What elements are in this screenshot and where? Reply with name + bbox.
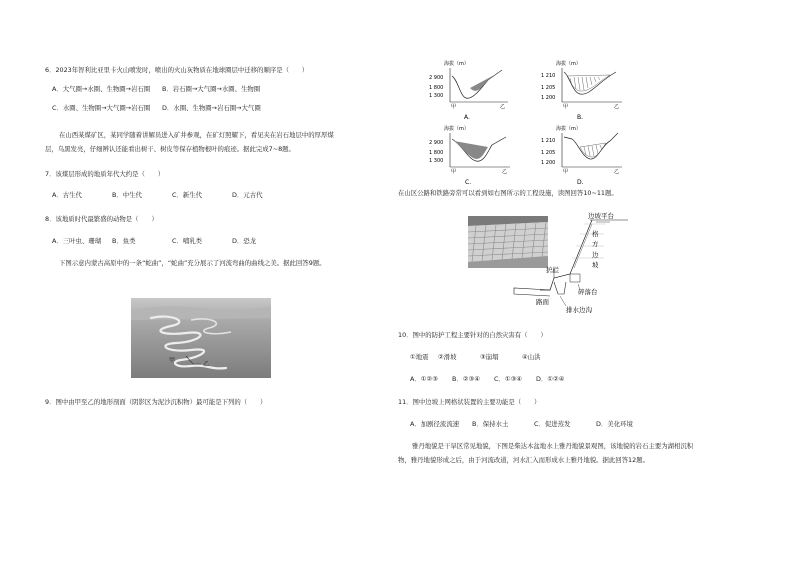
question-11-options — [410, 420, 633, 428]
profile-d-tick-1: 1 210 — [541, 138, 556, 144]
q10-item-2: ②滑坡 — [438, 353, 457, 361]
q11-option-a[interactable]: A．加剧径流流速 — [410, 420, 460, 428]
profile-c-tick-3: 1 300 — [429, 158, 444, 164]
q8-option-a[interactable]: A．三叶虫、珊瑚 — [52, 237, 102, 245]
profile-d-x-start: 甲 — [563, 169, 569, 175]
q10-item-3: ③崩塌 — [480, 353, 499, 361]
q11-option-d[interactable]: D．美化环境 — [596, 420, 633, 428]
intro-7-8: 在山西某煤矿区，某同学随着讲解员进入矿井参观，在矿灯照耀下，看见夹在岩石地层中的厚厚煤层，乌黑发亮，仔细辨认还能看出树干、树皮等保存植物根叶的痕迹。据此完成7~8题。 — [45, 131, 334, 153]
profile-d-tick-2: 1 205 — [541, 150, 556, 156]
diagram-label-mid-1: 格 — [592, 230, 599, 238]
profile-d-letter: D. — [577, 179, 584, 185]
question-6-options-row2 — [52, 104, 261, 112]
profile-b-letter: B. — [577, 114, 584, 120]
q6-option-a[interactable]: A．大气圈→水圈、生物圈→岩石圈 — [52, 85, 151, 93]
intro-10-11: 在山区公路和铁路旁常可以看到如右图所示的工程设施，读图回答10~11题。 — [398, 189, 618, 197]
diagram-label-protect: 护栏 — [546, 266, 559, 274]
profile-a-letter: A. — [464, 114, 470, 120]
question-9-stem: 9．图中由甲至乙的地形剖面（阴影区为泥沙沉积物）最可能是下列的（ ） — [45, 398, 267, 406]
profile-a-x-start: 甲 — [451, 104, 457, 110]
q11-option-b[interactable]: B．保持水土 — [472, 420, 509, 428]
profile-b-x-end: 乙 — [614, 104, 620, 110]
question-10-items — [410, 353, 541, 361]
photo-label-jia: 甲 — [169, 357, 176, 364]
profile-b-tick-3: 1 200 — [541, 95, 556, 101]
q7-option-c[interactable]: C．新生代 — [172, 191, 203, 199]
profile-a-axis-label: 海拔（m） — [444, 61, 469, 67]
question-6-options-row1 — [52, 85, 260, 93]
profile-c[interactable] — [428, 123, 510, 185]
q10-option-b[interactable]: B．②③④ — [452, 375, 480, 383]
q6-option-b[interactable]: B．岩石圈→大气圈→水圈、生物圈 — [162, 85, 261, 93]
diagram-label-road: 路面 — [536, 298, 549, 306]
photo-label-yi: 乙 — [203, 361, 210, 368]
profile-a[interactable] — [428, 58, 508, 120]
intro-12: 雅丹地貌是干旱区常见地貌，下图是柴达木盆地水上雅丹地貌景观图，该地貌的岩石主要为湖相沉积物，雅丹地貌形成之后，由于河流改道，河水汇入而形成水上雅丹地貌。据此回答12题。 — [398, 442, 694, 464]
profile-d-x-end: 乙 — [614, 169, 620, 175]
profile-a-tick-3: 1 300 — [429, 93, 444, 99]
diagram-label-mid-4: 坡 — [592, 261, 599, 269]
q10-item-4: ④山洪 — [522, 353, 541, 361]
q10-option-c[interactable]: C．①③④ — [494, 375, 523, 383]
profile-c-x-end: 乙 — [502, 169, 508, 175]
q7-option-d[interactable]: D．元古代 — [232, 191, 263, 199]
question-10-options — [410, 375, 565, 383]
question-8-stem: 8．该地质时代最繁盛的动物是（ ） — [45, 215, 158, 223]
intro-9: 下图示意内蒙古高原中的一条“蛇曲”，“蛇曲”充分展示了河流弯曲的曲线之美。据此回答9题。 — [59, 259, 326, 267]
slope-diagram — [510, 210, 640, 322]
profile-c-tick-1: 2 900 — [429, 140, 444, 146]
diagram-label-drain: 排水边沟 — [566, 306, 592, 314]
q10-item-1: ①地震 — [410, 353, 429, 361]
q8-option-c[interactable]: C．哺乳类 — [172, 237, 203, 245]
diagram-label-mid-3: 边 — [592, 251, 599, 259]
question-7-options — [52, 191, 262, 199]
question-6-stem: 6．2023年智利比亚里卡火山喷发时，喷出的火山灰物质在地球圈层中迁移的顺序是（ ） — [45, 66, 309, 74]
profile-a-tick-2: 1 800 — [429, 85, 444, 91]
profile-c-axis-label: 海拔（m） — [444, 126, 469, 132]
question-10-stem: 10．图中的防护工程主要针对的自然灾害有（ ） — [398, 331, 547, 339]
meander-photo — [131, 298, 271, 378]
profile-a-x-end: 乙 — [500, 104, 506, 110]
diagram-label-mid-2: 方 — [592, 240, 599, 248]
profile-c-x-start: 甲 — [451, 169, 457, 175]
profile-c-letter: C. — [465, 179, 472, 185]
question-11-stem: 11．图中边坡上网格状装置的主要功能是（ ） — [398, 398, 541, 406]
profile-d-tick-3: 1 200 — [541, 160, 556, 166]
profile-a-tick-1: 2 900 — [429, 75, 444, 81]
q7-option-b[interactable]: B．中生代 — [112, 191, 142, 199]
diagram-label-catch: 碎落台 — [578, 288, 598, 296]
q7-option-a[interactable]: A．古生代 — [52, 191, 82, 199]
profile-b-x-start: 甲 — [563, 104, 569, 110]
q11-option-c[interactable]: C．促进蒸发 — [534, 420, 571, 428]
question-8-options — [52, 237, 256, 245]
q10-option-a[interactable]: A．①②③ — [410, 375, 438, 383]
q8-option-d[interactable]: D．恐龙 — [232, 237, 257, 245]
profile-c-tick-2: 1 800 — [429, 150, 444, 156]
diagram-label-top: 边坡平台 — [588, 212, 614, 220]
question-7-stem: 7．该煤层形成的地质年代大约是（ ） — [45, 170, 165, 178]
profile-b-axis-label: 海拔（m） — [556, 61, 581, 67]
profile-b-tick-2: 1 205 — [541, 85, 556, 91]
q6-option-c[interactable]: C．水圈、生物圈→大气圈→岩石圈 — [52, 104, 151, 112]
profile-d-axis-label: 海拔（m） — [556, 126, 581, 132]
profile-b[interactable] — [540, 58, 622, 120]
q8-option-b[interactable]: B．鱼类 — [112, 237, 136, 245]
profile-d[interactable] — [540, 123, 622, 185]
q10-option-d[interactable]: D．①②④ — [536, 375, 565, 383]
profile-b-tick-1: 1 210 — [541, 73, 556, 79]
q6-option-d[interactable]: D．水圈、生物圈→岩石圈→大气圈 — [162, 104, 261, 112]
